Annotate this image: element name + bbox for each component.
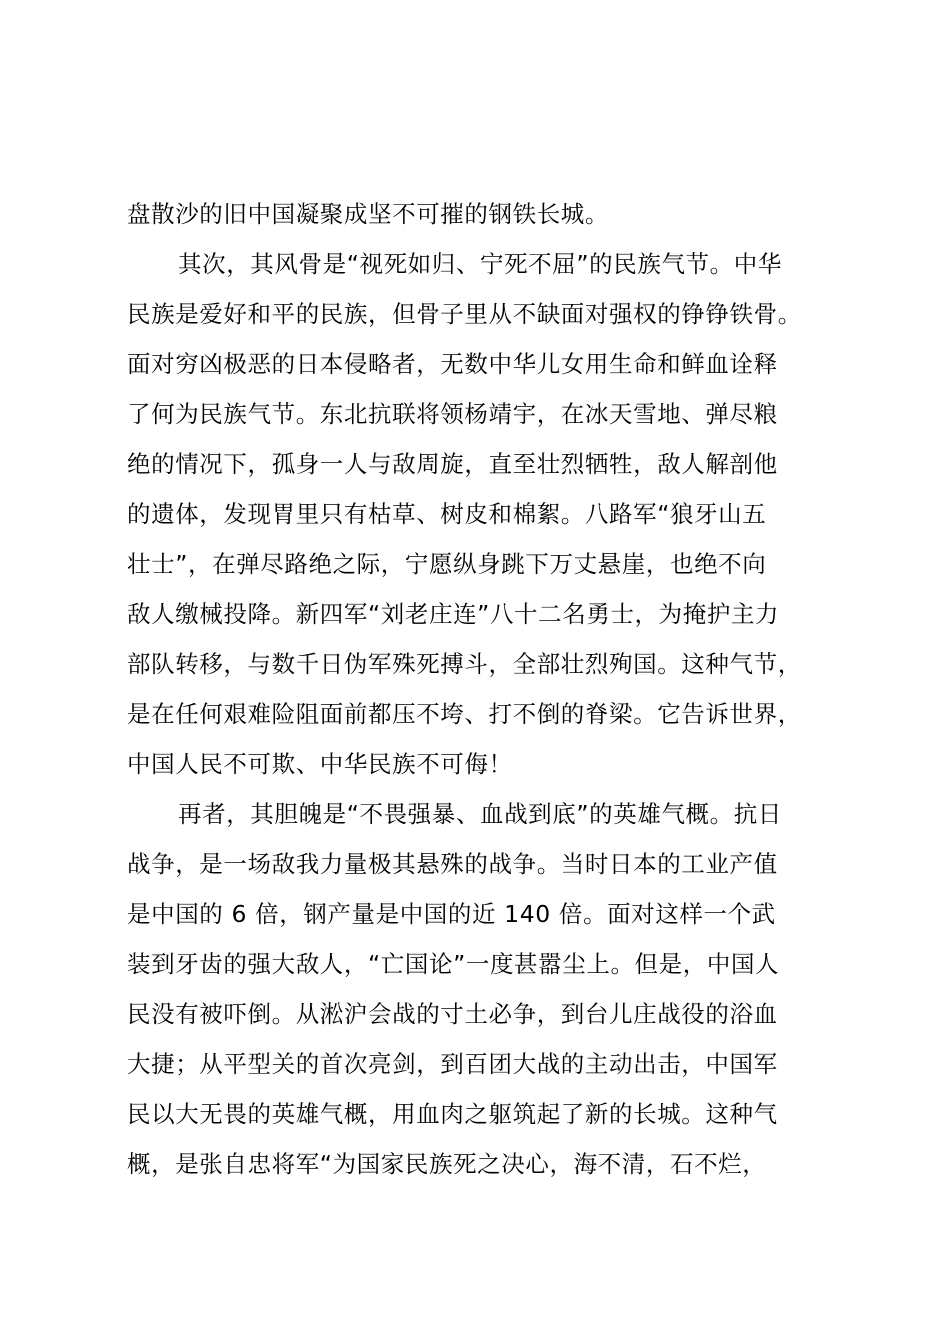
text-line: 是中国的 6 倍，钢产量是中国的近 140 倍。面对这样一个武: [127, 900, 776, 928]
text-line: 大捷；从平型关的首次亮剑，到百团大战的主动出击，中国军: [127, 1050, 778, 1078]
text-line: 民没有被吓倒。从淞沪会战的寸土必争，到台儿庄战役的浴血: [127, 1000, 778, 1028]
text-line: 绝的情况下，孤身一人与敌周旋，直至壮烈牺牲，敌人解剖他: [127, 450, 778, 478]
text-line: 民以大无畏的英雄气概，用血肉之躯筑起了新的长城。这种气: [127, 1100, 778, 1128]
text-line: 盘散沙的旧中国凝聚成坚不可摧的钢铁长城。: [127, 200, 609, 228]
text-line: 壮士”，在弹尽路绝之际，宁愿纵身跳下万丈悬崖，也绝不向: [127, 550, 767, 578]
text-line: 是在任何艰难险阻面前都压不垮、打不倒的脊梁。它告诉世界，: [127, 700, 802, 728]
text-line: 民族是爱好和平的民族，但骨子里从不缺面对强权的铮铮铁骨。: [127, 300, 802, 328]
text-line: 概，是张自忠将军“为国家民族死之决心，海不清，石不烂，: [127, 1150, 767, 1178]
text-line: 了何为民族气节。东北抗联将领杨靖宇，在冰天雪地、弹尽粮: [127, 400, 778, 428]
text-line: 面对穷凶极恶的日本侵略者，无数中华儿女用生命和鲜血诠释: [127, 350, 778, 378]
text-line: 敌人缴械投降。新四军“刘老庄连”八十二名勇士，为掩护主力: [127, 600, 780, 628]
text-line: 的遗体，发现胃里只有枯草、树皮和棉絮。八路军“狼牙山五: [127, 500, 767, 528]
text-line: 中国人民不可欺、中华民族不可侮！: [127, 750, 513, 778]
paragraph-start-line: 其次，其风骨是“视死如归、宁死不屈”的民族气节。中华: [178, 250, 782, 278]
text-line: 部队转移，与数千日伪军殊死搏斗，全部壮烈殉国。这种气节，: [127, 650, 802, 678]
text-line: 装到牙齿的强大敌人，“亡国论”一度甚嚣尘上。但是，中国人: [127, 950, 780, 978]
text-line: 战争，是一场敌我力量极其悬殊的战争。当时日本的工业产值: [127, 850, 778, 878]
body-text: [127, 189, 857, 1189]
paragraph-start-line: 再者，其胆魄是“不畏强暴、血战到底”的英雄气概。抗日: [178, 800, 782, 828]
